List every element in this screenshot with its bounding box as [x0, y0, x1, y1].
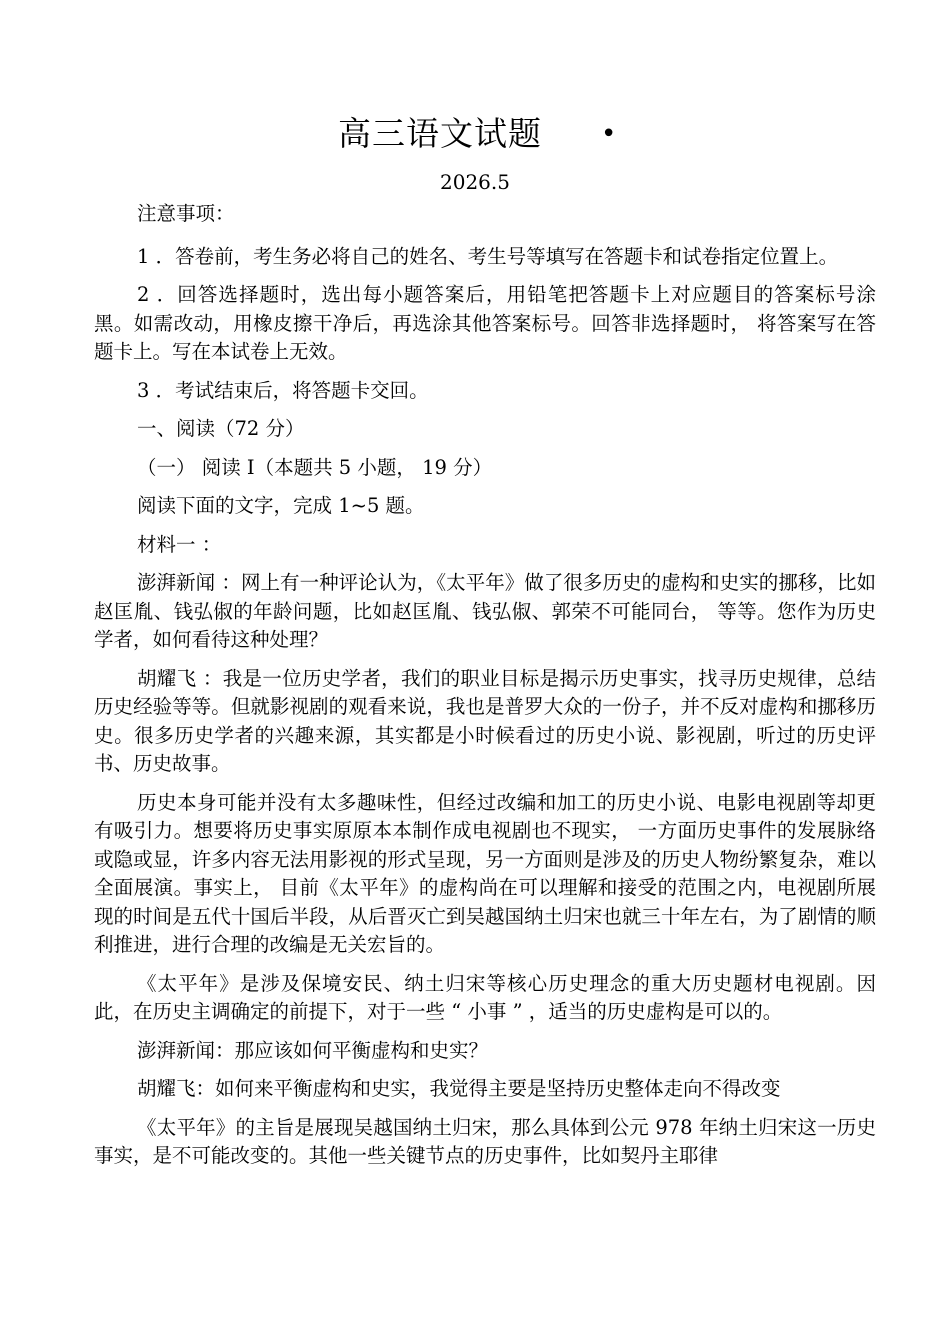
- notice-heading: 注意事项：: [137, 202, 235, 225]
- passage-paragraph: 澎湃新闻：那应该如何平衡虚构和史实？: [137, 1038, 489, 1062]
- material-label: 材料一 ：: [137, 532, 222, 556]
- passage-paragraph: 《太平年》是涉及保境安民、纳土归宋等核心历史理念的重大历史题材电视剧。因此，在历史主调确定的前提下，对于一些 “ 小事 ” ，适当的历史虚构是可以的。: [94, 971, 876, 1023]
- exam-date: 2026.5: [440, 170, 510, 194]
- notice-item: 1 ．答卷前，考生务必将自己的姓名、考生号等填写在答题卡和试卷指定位置上。: [137, 244, 839, 268]
- passage-paragraph: 《太平年》的主旨是展现吴越国纳土归宋，那么具体到公元 978 年纳土归宋这一历史事实，是不可能改变的。其他一些关键节点的历史事件，比如契丹主耶律: [94, 1115, 876, 1167]
- passage-paragraph: 历史本身可能并没有太多趣味性，但经过改编和加工的历史小说、电影电视剧等却更有吸引力。想要将历史事实原原本本制作成电视剧也不现实， 一方面历史事件的发展脉络或隐或显，许多内容无法用影视的形式呈现，另一方面则是涉及的历史人物纷繁复杂，难以全面展演。事实上， 目前《太平年》的虚构尚在可以理解和接受的范围之内，电视剧所展现的时间是五代十国后半段，从后晋灭亡到吴越国纳土归宋也就三十年左右，为了剧情的顺利推进，进行合理的改编是无关宏旨的。: [94, 790, 876, 956]
- title-dot-mark: •: [601, 119, 617, 149]
- reading-instruction: 阅读下面的文字，完成 1~5 题。: [137, 494, 425, 517]
- exam-title: 高三语文试题: [338, 114, 542, 153]
- document-body: [94, 200, 876, 1181]
- notice-item: 2 ．回答选择题时，选出每小题答案后，用铅笔把答题卡上对应题目的答案标号涂黑。如需改动，用橡皮擦干净后，再选涂其他答案标号。回答非选择题时， 将答案写在答题卡上。写在本试卷上无效。: [94, 283, 876, 363]
- passage-paragraph: 胡耀飞：如何来平衡虚构和史实，我觉得主要是坚持历史整体走向不得改变: [137, 1077, 781, 1100]
- passage-paragraph: 澎湃新闻 ：网上有一种评论认为，《太平年》做了很多历史的虚构和史实的挪移，比如赵匡胤、钱弘俶的年龄问题，比如赵匡胤、钱弘俶、郭荣不可能同台， 等等。您作为历史学者，如何看待这种处理？: [94, 571, 876, 651]
- passage-paragraph: 胡耀飞 ：我是一位历史学者，我们的职业目标是揭示历史事实，找寻历史规律，总结历史经验等等。但就影视剧的观看来说，我也是普罗大众的一份子，并不反对虚构和挪移历史。很多历史学者的兴趣来源，其实都是小时候看过的历史小说、影视剧，听过的历史评书、历史故事。: [94, 666, 876, 775]
- section-subheading: （一） 阅读 I（本题共 5 小题， 19 分）: [137, 455, 493, 479]
- notice-item: 3 ．考试结束后，将答题卡交回。: [137, 378, 429, 402]
- section-heading: 一、阅读（72 分）: [137, 417, 305, 440]
- title-row: [0, 110, 950, 160]
